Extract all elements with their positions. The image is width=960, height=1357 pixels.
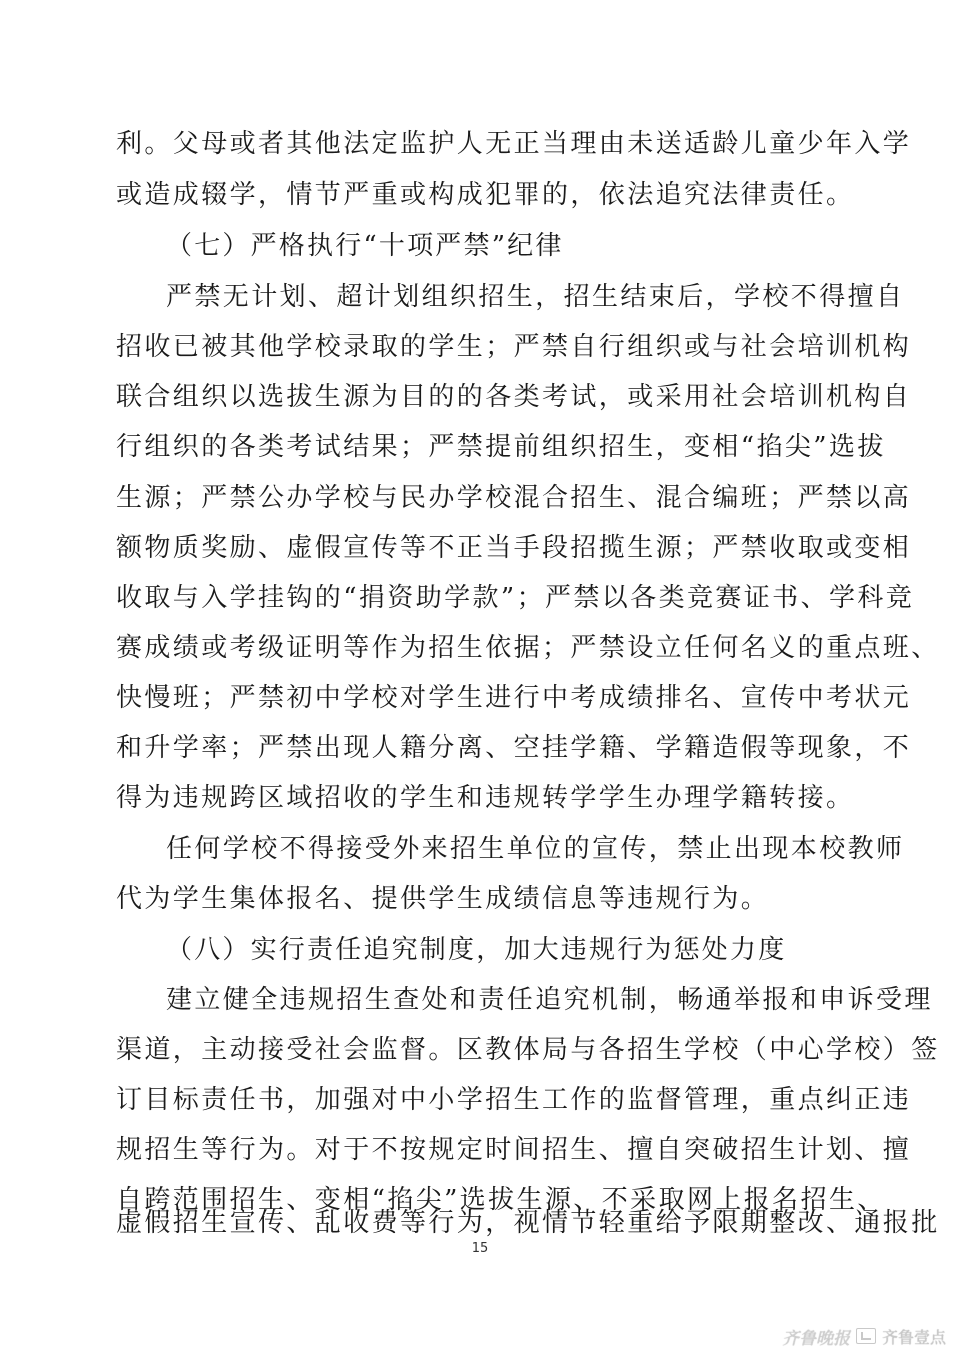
body-line: 或造成辍学，情节严重或构成犯罪的，依法追究法律责任。 bbox=[116, 180, 855, 210]
newspaper-logo: 齐鲁晚报 bbox=[781, 1328, 850, 1349]
body-line: 渠道，主动接受社会监督。区教体局与各招生学校（中心学校）签 bbox=[116, 1035, 940, 1065]
body-line: 代为学生集体报名、提供学生成绩信息等违规行为。 bbox=[116, 884, 770, 914]
body-line: 生源；严禁公办学校与民办学校混合招生、混合编班；严禁以高 bbox=[116, 483, 912, 513]
body-line: 建立健全违规招生查处和责任追究机制，畅通举报和申诉受理 bbox=[166, 985, 933, 1015]
body-line: 订目标责任书，加强对中小学招生工作的监督管理，重点纠正违 bbox=[116, 1085, 912, 1115]
body-line: 快慢班；严禁初中学校对学生进行中考成绩排名、宣传中考状元 bbox=[116, 683, 912, 713]
page-number: 15 bbox=[471, 1241, 489, 1256]
body-line: 利。父母或者其他法定监护人无正当理由未送适龄儿童少年入学 bbox=[116, 129, 912, 159]
body-line: 自跨范围招生、变相“掐尖”选拔生源、不采取网上报名招生、 bbox=[116, 1185, 886, 1215]
watermark bbox=[782, 1324, 946, 1348]
section-heading: （八）实行责任追究制度，加大违规行为惩处力度 bbox=[166, 935, 787, 965]
body-line: 行组织的各类考试结果；严禁提前组织招生，变相“掐尖”选拔 bbox=[116, 432, 886, 462]
body-line: 得为违规跨区域招收的学生和违规转学学生办理学籍转接。 bbox=[116, 783, 855, 813]
section-heading: （七）严格执行“十项严禁”纪律 bbox=[166, 231, 564, 261]
body-line: 额物质奖励、虚假宣传等不正当手段招揽生源；严禁收取或变相 bbox=[116, 533, 912, 563]
body-line: 招收已被其他学校录取的学生；严禁自行组织或与社会培训机构 bbox=[116, 332, 912, 362]
media-badge-icon bbox=[856, 1328, 876, 1344]
body-line: 收取与入学挂钩的“捐资助学款”；严禁以各类竞赛证书、学科竞 bbox=[116, 583, 915, 613]
brand-name: 齐鲁壹点 bbox=[881, 1327, 946, 1347]
body-line: 赛成绩或考级证明等作为招生依据；严禁设立任何名义的重点班、 bbox=[116, 633, 940, 663]
body-line: 任何学校不得接受外来招生单位的宣传，禁止出现本校教师 bbox=[166, 834, 905, 864]
body-line: 虚假招生宣传、乱收费等行为，视情节轻重给予限期整改、通报批 bbox=[116, 1208, 940, 1238]
body-line: 规招生等行为。对于不按规定时间招生、擅自突破招生计划、擅 bbox=[116, 1135, 912, 1165]
body-line: 严禁无计划、超计划组织招生，招生结束后，学校不得擅自 bbox=[166, 282, 905, 312]
body-line: 联合组织以选拔生源为目的的各类考试，或采用社会培训机构自 bbox=[116, 382, 912, 412]
body-line: 和升学率；严禁出现人籍分离、空挂学籍、学籍造假等现象，不 bbox=[116, 733, 912, 763]
